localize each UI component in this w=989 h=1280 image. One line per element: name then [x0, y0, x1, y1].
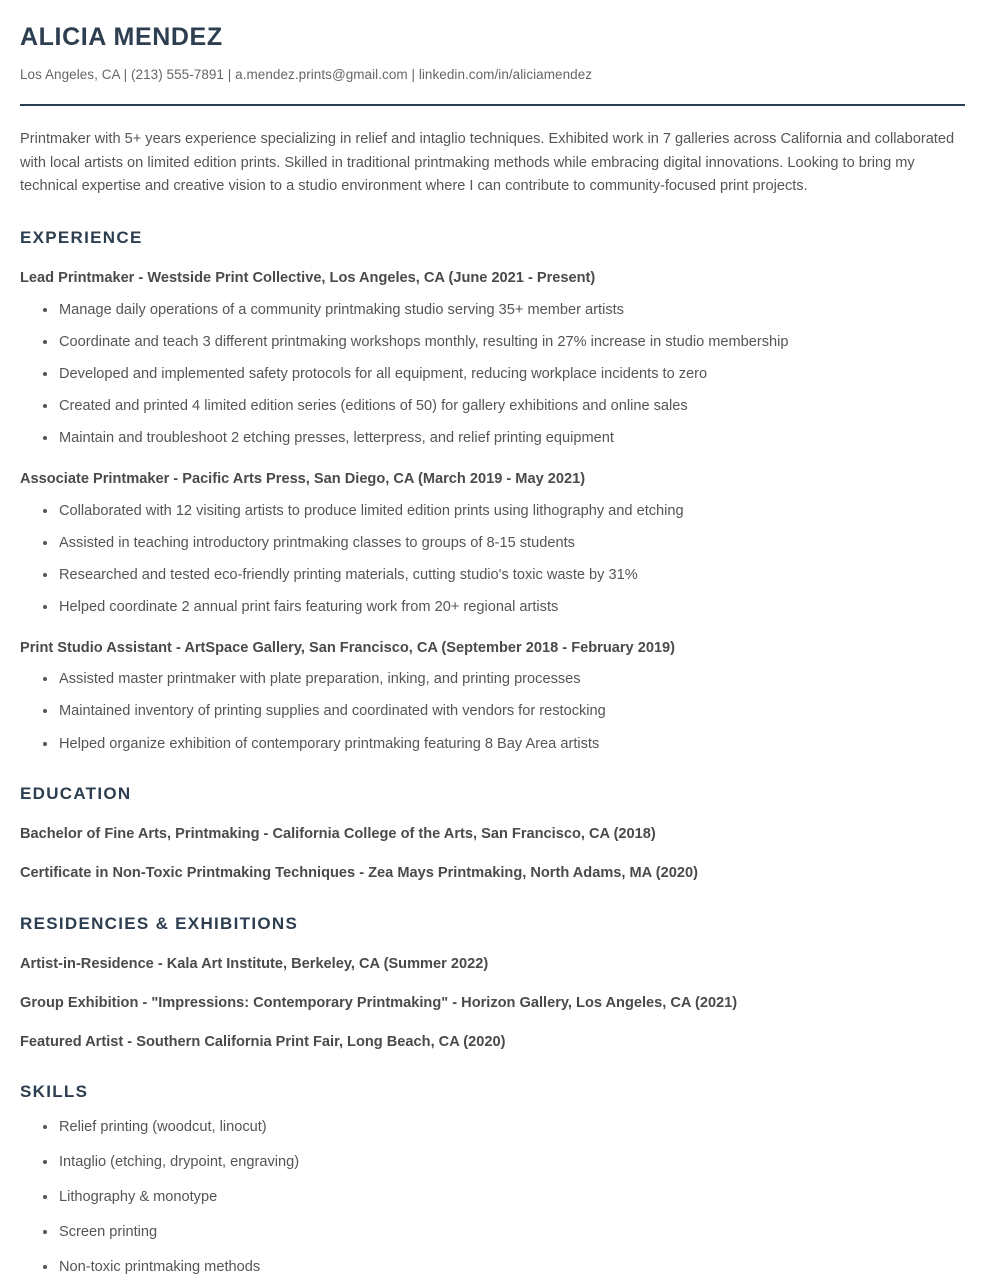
list-item: Coordinate and teach 3 different printmaking workshops monthly, resulting in 27% increase in studio membership: [20, 332, 965, 353]
residency-entry: Featured Artist - Southern California Print Fair, Long Beach, CA (2020): [20, 1034, 506, 1051]
list-item: Researched and tested eco-friendly printing materials, cutting studio's toxic waste by 31%: [20, 565, 965, 586]
list-item: Developed and implemented safety protocols for all equipment, reducing workplace incidents to zero: [20, 364, 965, 385]
header-divider: [20, 104, 965, 106]
experience-entry-title: Print Studio Assistant - ArtSpace Gallery, San Francisco, CA (September 2018 - February 2019): [20, 640, 676, 657]
experience-entry: [20, 469, 965, 618]
list-item: Intaglio (etching, drypoint, engraving): [20, 1152, 965, 1173]
list-item: Relief printing (woodcut, linocut): [20, 1117, 965, 1138]
list-item: Created and printed 4 limited edition series (editions of 50) for gallery exhibitions and online sales: [20, 396, 965, 417]
list-item: Lithography & monotype: [20, 1187, 965, 1208]
experience-bullet-list: [20, 300, 965, 450]
skills-list: [20, 1117, 965, 1279]
page-title: ALICIA MENDEZ: [20, 23, 223, 51]
residency-entry: Group Exhibition - "Impressions: Contemporary Printmaking" - Horizon Gallery, Los Angeles, CA (2021): [20, 995, 738, 1012]
list-item: Helped organize exhibition of contemporary printmaking featuring 8 Bay Area artists: [20, 734, 965, 755]
section-heading-residencies: RESIDENCIES & EXHIBITIONS: [20, 913, 299, 933]
education-entry: Certificate in Non-Toxic Printmaking Techniques - Zea Mays Printmaking, North Adams, MA (2020): [20, 865, 698, 882]
list-item: Assisted in teaching introductory printmaking classes to groups of 8-15 students: [20, 533, 965, 554]
list-item: Maintain and troubleshoot 2 etching presses, letterpress, and relief printing equipment: [20, 428, 965, 449]
experience-entry: [20, 268, 965, 449]
professional-summary: Printmaker with 5+ years experience specializing in relief and intaglio techniques. Exhibited work in 7 galleries across California and collaborated with local artists on limited edition prints. Skilled in traditional printmaking methods while embracing digital innovations. Looking to bring my technical expertise and creative vision to a studio environment where I can contribute to community-focused print projects.: [20, 131, 955, 195]
list-item: Assisted master printmaker with plate preparation, inking, and printing processes: [20, 669, 965, 690]
residency-entry: Artist-in-Residence - Kala Art Institute, Berkeley, CA (Summer 2022): [20, 955, 489, 972]
experience-bullet-list: [20, 669, 965, 754]
list-item: Non-toxic printmaking methods: [20, 1257, 965, 1278]
section-heading-education: EDUCATION: [20, 783, 132, 803]
experience-entry-title: Associate Printmaker - Pacific Arts Press, San Diego, CA (March 2019 - May 2021): [20, 471, 586, 488]
contact-line: Los Angeles, CA | (213) 555-7891 | a.mendez.prints@gmail.com | linkedin.com/in/aliciamendez: [20, 67, 593, 83]
education-entry: Bachelor of Fine Arts, Printmaking - California College of the Arts, San Francisco, CA (2018): [20, 826, 656, 843]
experience-entry: [20, 638, 965, 755]
experience-entry-title: Lead Printmaker - Westside Print Collective, Los Angeles, CA (June 2021 - Present): [20, 270, 596, 287]
list-item: Helped coordinate 2 annual print fairs featuring work from 20+ regional artists: [20, 597, 965, 618]
section-heading-experience: EXPERIENCE: [20, 228, 143, 248]
list-item: Manage daily operations of a community printmaking studio serving 35+ member artists: [20, 300, 965, 321]
section-heading-skills: SKILLS: [20, 1082, 89, 1102]
list-item: Collaborated with 12 visiting artists to produce limited edition prints using lithography and etching: [20, 501, 965, 522]
experience-bullet-list: [20, 501, 965, 619]
list-item: Maintained inventory of printing supplies and coordinated with vendors for restocking: [20, 701, 965, 722]
list-item: Screen printing: [20, 1222, 965, 1243]
